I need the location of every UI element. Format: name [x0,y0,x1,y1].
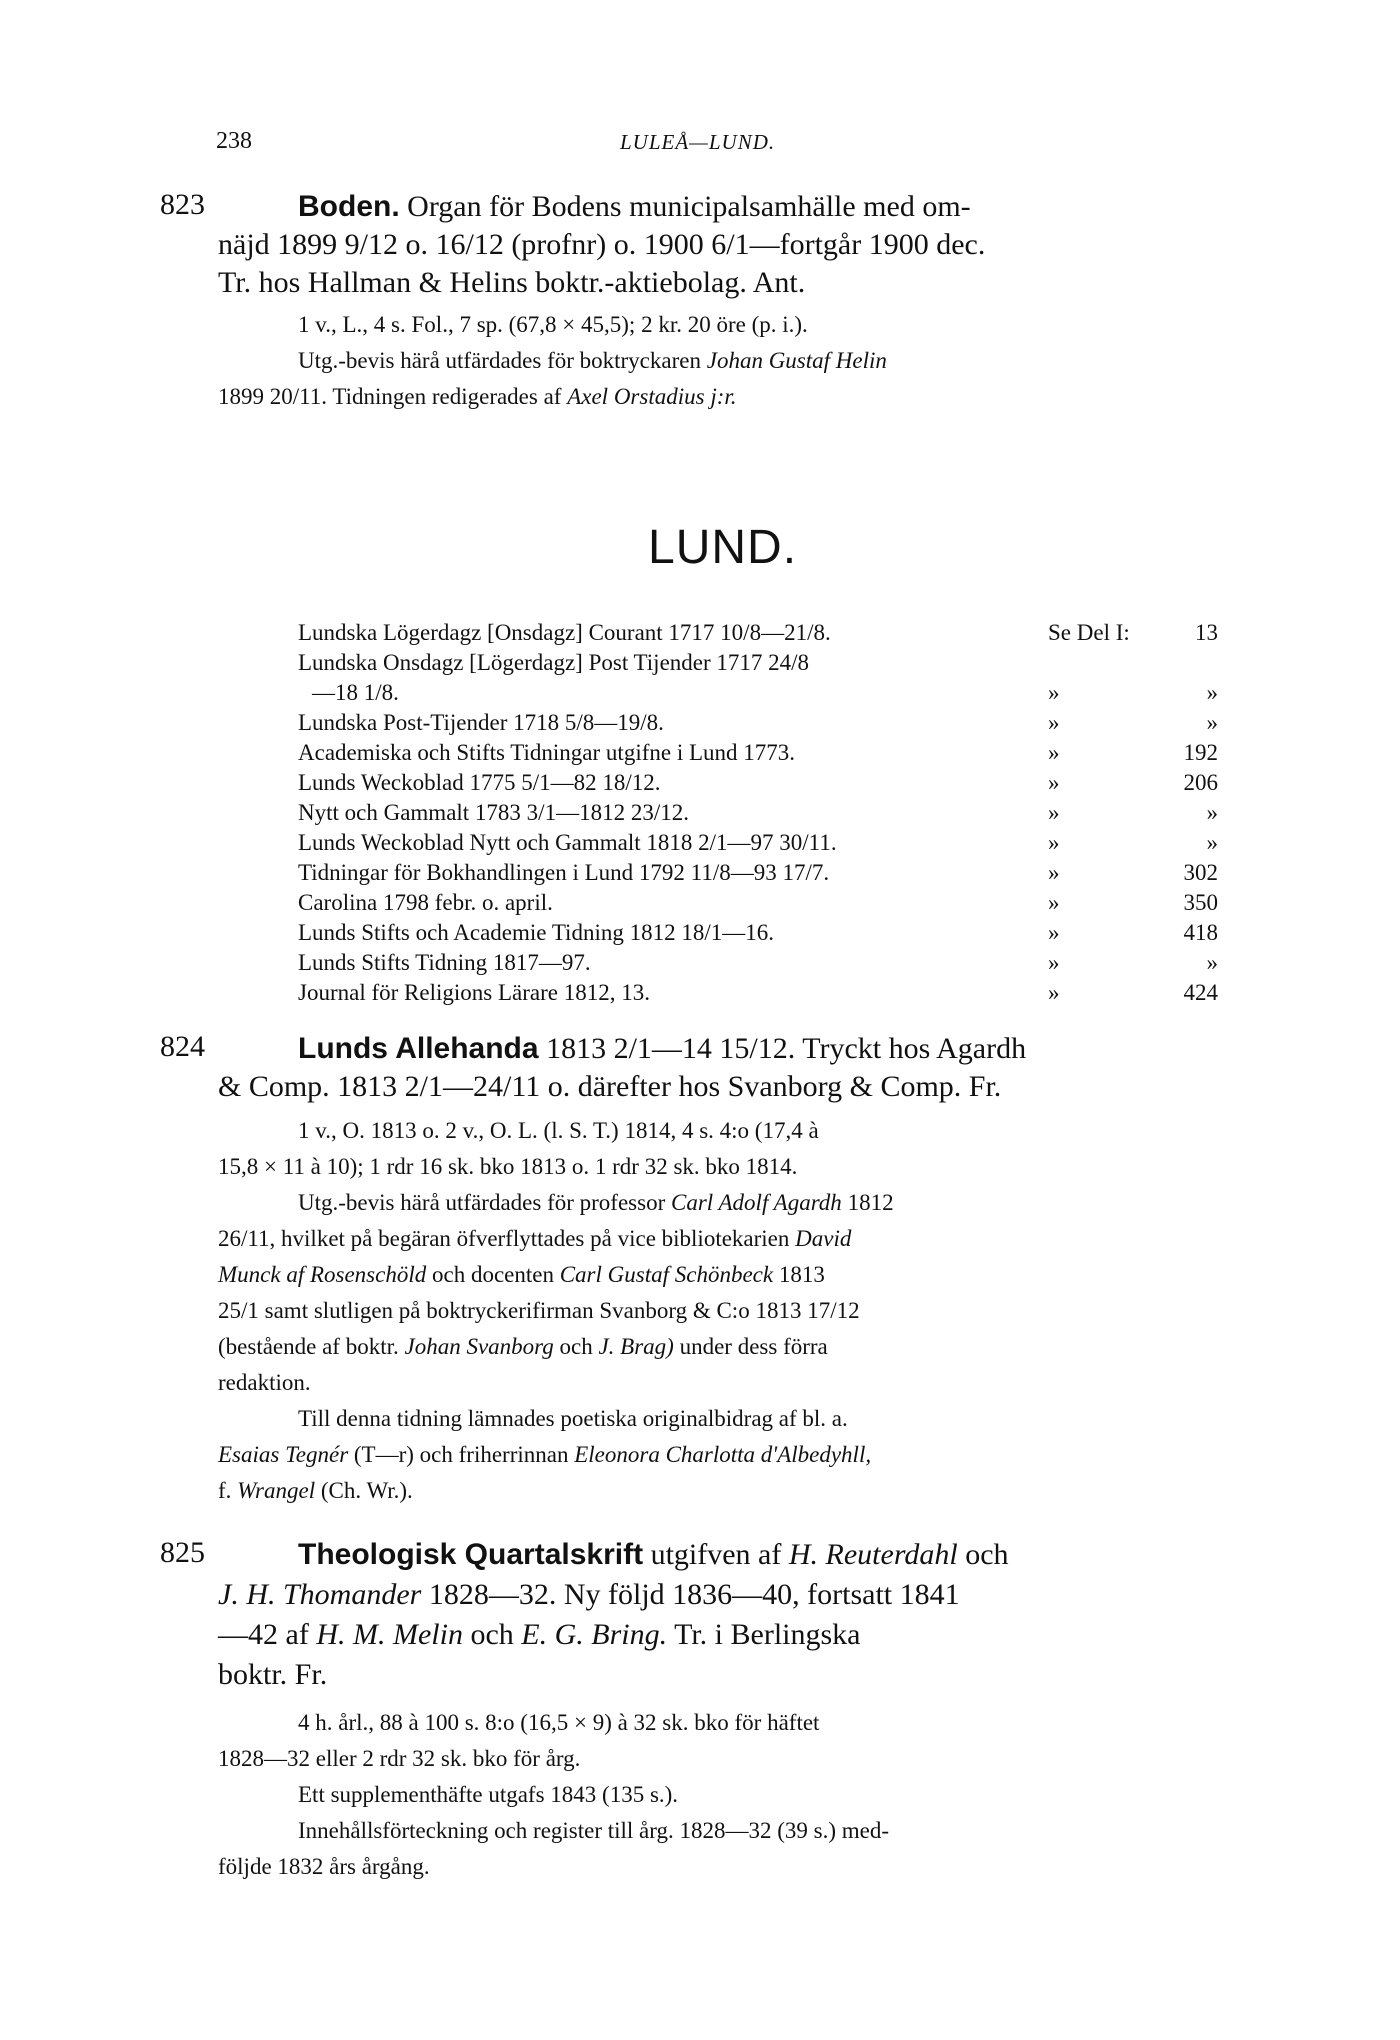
entry-line [298,188,971,226]
person-name: Axel Orstadius j:r. [567,384,737,409]
entry-line [218,1476,413,1506]
list-item-page: » [1206,830,1218,855]
list-item-page: 350 [1183,890,1218,915]
entry-text: 1899 20/11. Tidningen redigerades af [218,384,562,409]
entry-text: Utg.-bevis härå utfärdades för boktryckaren [298,348,701,373]
list-item-ref: » [1048,980,1060,1005]
section-heading: LUND. [648,521,798,574]
entry-text: (bestående af boktr. [218,1334,399,1359]
entry-text: Organ för Bodens municipalsamhälle med om- [407,190,971,223]
entry-text: 1812 [847,1190,894,1215]
entry-line [218,1440,871,1470]
list-item-page: 302 [1183,860,1218,885]
entry-line: Till denna tidning lämnades poetiska originalbidrag af bl. a. [298,1406,848,1431]
entry-text: och [559,1334,593,1359]
entry-details: 1 v., O. 1813 o. 2 v., O. L. (l. S. T.) 1814, 4 s. 4:o (17,4 à [298,1118,819,1143]
list-item [298,798,1218,828]
person-name: H. M. Melin [316,1618,463,1651]
list-item-ref: Se Del I: [1048,620,1130,645]
list-item-page: » [1206,680,1218,705]
entry-text: under dess förra [679,1334,828,1359]
entry-text: f. [218,1478,232,1503]
list-item [298,978,1218,1008]
list-item-title: Lundska Lögerdagz [Onsdagz] Courant 1717 10/8—21/8. [298,620,831,645]
entry-line: redaktion. [218,1370,311,1395]
person-name: Eleonora Charlotta d'Albedyhll, [574,1442,872,1467]
entry-line: Tr. hos Hallman & Helins boktr.-aktiebolag. Ant. [218,266,806,299]
list-item [298,708,1218,738]
entry-line [218,1260,825,1290]
list-item-title: —18 1/8. [312,680,399,705]
person-name: Munck af Rosenschöld [218,1262,427,1287]
list-item-title: Lunds Weckoblad Nytt och Gammalt 1818 2/1—97 30/11. [298,830,837,855]
person-name: J. Brag) [598,1334,674,1359]
list-item-page: 192 [1183,740,1218,765]
person-name: E. G. Bring. [521,1618,668,1651]
entry-line [298,346,887,376]
list-item [298,858,1218,888]
entry-line: & Comp. 1813 2/1—24/11 o. därefter hos Svanborg & Comp. Fr. [218,1070,1002,1103]
list-item [298,678,1218,708]
list-item-ref: » [1048,800,1060,825]
entry-line: 25/1 samt slutligen på boktryckerifirman Svanborg & C:o 1813 17/12 [218,1298,860,1323]
entry-text: —42 af [218,1618,309,1651]
list-item [298,768,1218,798]
entry-text: 1828—32. Ny följd 1836—40, fortsatt 1841 [428,1578,960,1611]
list-item-title: Lundska Onsdagz [Lögerdagz] Post Tijender 1717 24/8 [298,650,810,675]
list-item-page: 418 [1183,920,1218,945]
entry-text: och [470,1618,514,1651]
list-item-ref: » [1048,830,1060,855]
list-item-title: Tidningar för Bokhandlingen i Lund 1792 11/8—93 17/7. [298,860,830,885]
entry-text: och docenten [431,1262,554,1287]
list-item [298,738,1218,768]
list-item [298,918,1218,948]
entry-text: Utg.-bevis härå utfärdades för professor [298,1190,666,1215]
entry-line: Ett supplementhäfte utgafs 1843 (135 s.). [298,1782,679,1807]
newspaper-title: Boden. [298,190,400,223]
list-item-ref: » [1048,950,1060,975]
newspaper-title: Theologisk Quartalskrift [298,1538,644,1571]
person-name: J. H. Thomander [218,1578,422,1611]
entry-line: näjd 1899 9/12 o. 16/12 (profnr) o. 1900 6/1—fortgår 1900 dec. [218,228,986,261]
list-item-ref: » [1048,920,1060,945]
list-item-title: Lunds Stifts Tidning 1817—97. [298,950,591,975]
list-item-ref: » [1048,860,1060,885]
list-item-ref: » [1048,890,1060,915]
list-item-ref: » [1048,710,1060,735]
entry-details: 15,8 × 11 à 10); 1 rdr 16 sk. bko 1813 o. 1 rdr 32 sk. bko 1814. [218,1154,798,1179]
entry-number: 823 [160,188,205,221]
list-item [298,948,1218,978]
page-number: 238 [216,128,252,154]
list-item [298,828,1218,858]
list-item-title: Lunds Weckoblad 1775 5/1—82 18/12. [298,770,661,795]
entry-line [218,1616,861,1654]
entry-line: Innehållsförteckning och register till årg. 1828—32 (39 s.) med- [298,1818,890,1843]
entry-number: 825 [160,1536,205,1569]
entry-details: 4 h. årl., 88 à 100 s. 8:o (16,5 × 9) à 32 sk. bko för häftet [298,1710,820,1735]
list-item-title: Lunds Stifts och Academie Tidning 1812 18/1—16. [298,920,774,945]
entry-line [218,382,737,412]
person-name: Johan Gustaf Helin [706,348,887,373]
entry-details: 1828—32 eller 2 rdr 32 sk. bko för årg. [218,1746,581,1771]
entry-text: (Ch. Wr.). [320,1478,413,1503]
entry-line [218,1332,828,1362]
entry-line: följde 1832 års årgång. [218,1854,430,1879]
entry-text: 1813 2/1—14 15/12. Tryckt hos Agardh [546,1032,1027,1065]
entry-text: 1813 [778,1262,825,1287]
list-item-title: Nytt och Gammalt 1783 3/1—1812 23/12. [298,800,689,825]
list-item [298,618,1218,648]
list-item-title: Journal för Religions Lärare 1812, 13. [298,980,650,1005]
entry-line [218,1224,851,1254]
entry-line [298,1030,1026,1068]
list-item-page: 13 [1195,620,1218,645]
list-item-page: » [1206,800,1218,825]
person-name: Carl Adolf Agardh [670,1190,842,1215]
entry-text: Tr. i Berlingska [674,1618,861,1651]
entry-line [298,1536,1009,1574]
list-item [298,648,1218,678]
person-name: Wrangel [237,1478,316,1503]
list-item-page: 206 [1183,770,1218,795]
list-item-ref: » [1048,740,1060,765]
person-name: H. Reuterdahl [788,1538,958,1571]
list-item-ref: » [1048,770,1060,795]
person-name: Esaias Tegnér [218,1442,349,1467]
list-item-title: Carolina 1798 febr. o. april. [298,890,553,915]
entry-text: och [965,1538,1009,1571]
entry-details: 1 v., L., 4 s. Fol., 7 sp. (67,8 × 45,5); 2 kr. 20 öre (p. i.). [298,312,808,337]
entry-text: (T—r) och friherrinnan [353,1442,569,1467]
running-title: LULEÅ—LUND. [620,130,776,154]
list-item-page: » [1206,950,1218,975]
person-name: Johan Svanborg [404,1334,554,1359]
entry-text: utgifven af [650,1538,782,1571]
list-item-title: Academiska och Stifts Tidningar utgifne i Lund 1773. [298,740,796,765]
list-item-page: 424 [1183,980,1218,1005]
list-item-page: » [1206,710,1218,735]
newspaper-title: Lunds Allehanda [298,1032,539,1065]
entry-line [218,1576,960,1614]
person-name: David [795,1226,852,1251]
list-item-ref: » [1048,680,1060,705]
person-name: Carl Gustaf Schönbeck [559,1262,774,1287]
entry-text: 26/11, hvilket på begäran öfverflyttades på vice bibliotekarien [218,1226,790,1251]
entry-line [298,1188,894,1218]
list-item-title: Lundska Post-Tijender 1718 5/8—19/8. [298,710,664,735]
list-item [298,888,1218,918]
entry-number: 824 [160,1030,205,1063]
entry-line: boktr. Fr. [218,1658,328,1691]
